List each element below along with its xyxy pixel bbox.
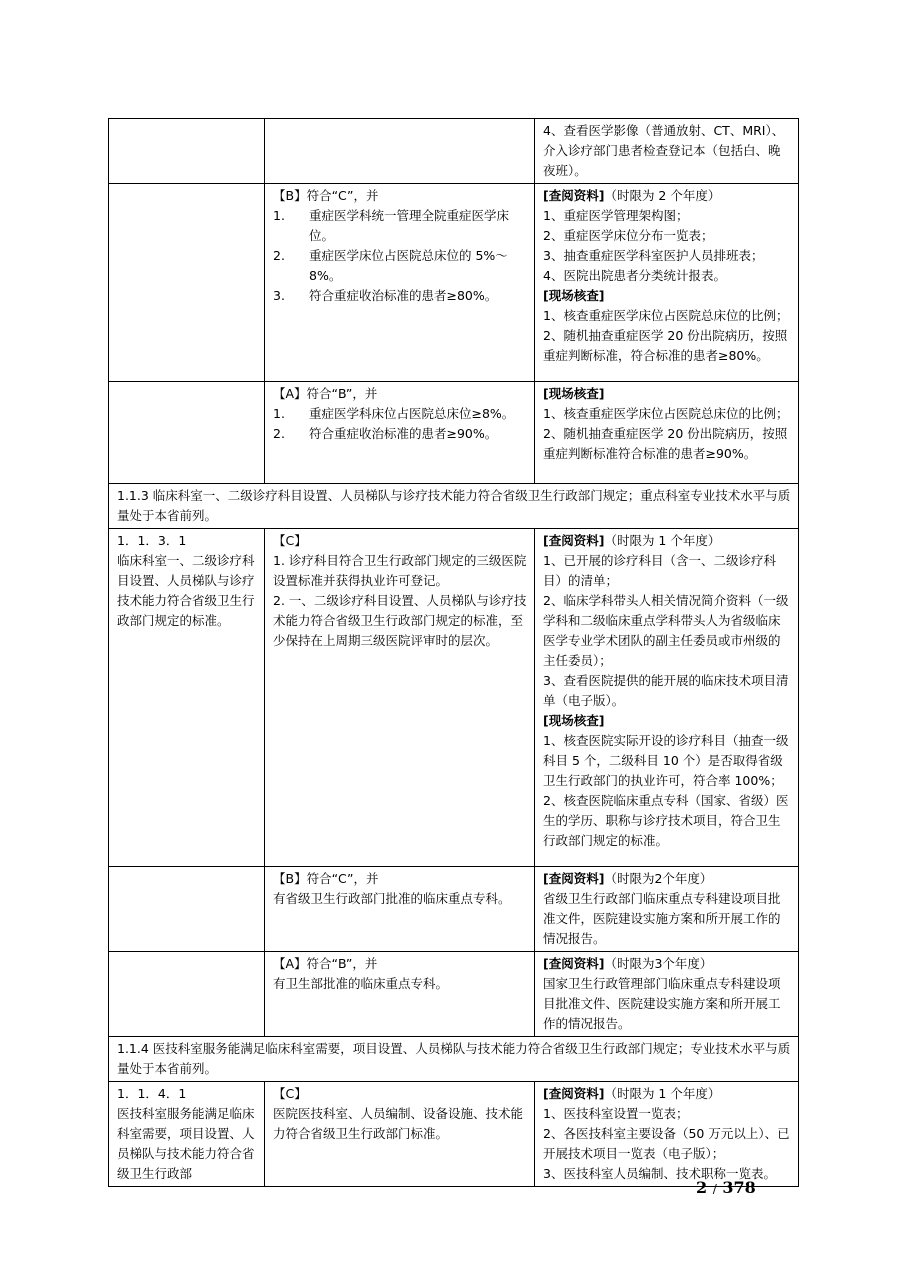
cell-item: [109, 1082, 265, 1187]
method-heading: [现场核查]: [543, 288, 605, 303]
method-line: 3、医技科室人员编制、技术职称一览表。: [543, 1166, 776, 1181]
method-heading: [查阅资料]（时限为 2 个年度）: [543, 188, 721, 203]
standard-item: 医院医技科室、人员编制、设备设施、技术能力符合省级卫生行政部门标准。: [273, 1106, 524, 1141]
total-pages: 378: [722, 1178, 756, 1197]
cell-standard: [265, 119, 535, 184]
method-line: 1、核查重症医学床位占医院总床位的比例；: [543, 406, 789, 421]
method-line: 3、抽查重症医学科室医护人员排班表；: [543, 248, 764, 263]
table-row: [109, 952, 799, 1037]
method-line: 省级卫生行政部门临床重点专科建设项目批准文件，医院建设实施方案和所开展工作的情况报告。: [543, 891, 781, 946]
standard-item: 2. 重症医学床位占医院总床位的 5%～8%。: [273, 248, 508, 283]
page-separator: /: [712, 1182, 717, 1196]
cell-item: [109, 119, 265, 184]
current-page: 2: [696, 1178, 708, 1197]
item-number: 1．1．3．1: [117, 533, 187, 548]
standard-item: 2. 一、二级诊疗科目设置、人员梯队与诊疗技术能力符合省级卫生行政部门规定的标准，至少保持在上周期三级医院评审时的层次。: [273, 593, 527, 648]
table-row: [109, 184, 799, 382]
cell-method: [535, 184, 799, 382]
table-row: [109, 1082, 799, 1187]
cell-method: [535, 529, 799, 867]
item-text: 临床科室一、二级诊疗科目设置、人员梯队与诊疗技术能力符合省级卫生行政部门规定的标准。: [117, 553, 255, 628]
method-line: 2、核查医院临床重点专科（国家、省级）医生的学历、职称与诊疗技术项目，符合卫生行政部门规定的标准。: [543, 793, 789, 848]
section-heading: 1.1.3 临床科室一、二级诊疗科目设置、人员梯队与诊疗技术能力符合省级卫生行政部门规定；重点科室专业技术水平与质量处于本省前列。: [109, 484, 799, 529]
item-number: 1．1．4．1: [117, 1086, 187, 1101]
cell-standard: [265, 529, 535, 867]
method-heading: [查阅资料]（时限为 1 个年度）: [543, 533, 721, 548]
method-line: 3、查看医院提供的能开展的临床技术项目清单（电子版）。: [543, 673, 789, 708]
cell-item: [109, 529, 265, 867]
method-line: 2、随机抽查重症医学 20 份出院病历，按照重症判断标准，符合标准的患者≥80%。: [543, 328, 788, 363]
cell-standard: [265, 184, 535, 382]
method-line: 国家卫生行政管理部门临床重点专科建设项目批准文件、医院建设实施方案和所开展工作的情况报告。: [543, 976, 781, 1031]
standard-item: 1. 重症医学科统一管理全院重症医学床位。: [273, 208, 510, 243]
section-heading: 1.1.4 医技科室服务能满足临床科室需要，项目设置、人员梯队与技术能力符合省级卫生行政部门规定；专业技术水平与质量处于本省前列。: [109, 1037, 799, 1082]
method-line: 4、查看医学影像（普通放射、CT、MRI）、介入诊疗部门患者检查登记本（包括白、晚夜班）。: [543, 123, 785, 178]
standards-table: [108, 118, 799, 1187]
cell-method: [535, 952, 799, 1037]
method-line: 4、医院出院患者分类统计报表。: [543, 268, 726, 283]
method-heading: [现场核查]: [543, 713, 605, 728]
grade-title: 【B】符合“C”，并: [273, 188, 379, 203]
method-line: 1、核查医院实际开设的诊疗科目（抽查一级科目 5 个，二级科目 10 个）是否取得省级卫生行政部门的执业许可，符合率 100%；: [543, 733, 789, 788]
grade-title: 【B】符合“C”，并: [273, 871, 379, 886]
method-heading: [现场核查]: [543, 386, 605, 401]
standard-item: 2. 符合重症收治标准的患者≥90%。: [273, 426, 498, 441]
cell-standard: [265, 952, 535, 1037]
standard-item: 1. 诊疗科目符合卫生行政部门规定的三级医院设置标准并获得执业许可登记。: [273, 553, 527, 588]
grade-title: 【A】符合“B”，并: [273, 956, 378, 971]
method-line: 1、重症医学管理架构图；: [543, 208, 689, 223]
method-heading: [查阅资料]（时限为3个年度）: [543, 956, 713, 971]
standard-item: 3. 符合重症收治标准的患者≥80%。: [273, 288, 498, 303]
method-line: 1、核查重症医学床位占医院总床位的比例；: [543, 308, 789, 323]
grade-title: 【C】: [273, 1086, 307, 1101]
cell-item: [109, 867, 265, 952]
method-heading: [查阅资料]（时限为2个年度）: [543, 871, 713, 886]
table-row: [109, 119, 799, 184]
cell-item: [109, 184, 265, 382]
method-line: 2、各医技科室主要设备（50 万元以上）、已开展技术项目一览表（电子版）；: [543, 1126, 790, 1161]
standard-item: 有省级卫生行政部门批准的临床重点专科。: [273, 891, 511, 906]
cell-standard: [265, 867, 535, 952]
method-line: 1、已开展的诊疗科目（含一、二级诊疗科目）的清单；: [543, 553, 776, 588]
method-heading: [查阅资料]（时限为 1 个年度）: [543, 1086, 721, 1101]
table-row: [109, 867, 799, 952]
cell-standard: [265, 382, 535, 484]
cell-method: [535, 1082, 799, 1187]
section-row: [109, 1037, 799, 1082]
grade-title: 【A】符合“B”，并: [273, 386, 378, 401]
grade-title: 【C】: [273, 533, 307, 548]
cell-item: [109, 952, 265, 1037]
cell-standard: [265, 1082, 535, 1187]
cell-method: [535, 867, 799, 952]
table-row: [109, 382, 799, 484]
section-row: [109, 484, 799, 529]
method-line: 2、随机抽查重症医学 20 份出院病历，按照重症判断标准符合标准的患者≥90%。: [543, 426, 788, 461]
standard-item: 1. 重症医学科床位占医院总床位≥8%。: [273, 406, 515, 421]
standard-item: 有卫生部批准的临床重点专科。: [273, 976, 449, 991]
table-row: [109, 529, 799, 867]
page-number: [696, 1178, 756, 1197]
cell-method: [535, 382, 799, 484]
cell-item: [109, 382, 265, 484]
method-line: 2、重症医学床位分布一览表；: [543, 228, 714, 243]
method-line: 2、临床学科带头人相关情况简介资料（一级学科和二级临床重点学科带头人为省级临床医学专业学术团队的副主任委员或市州级的主任委员）；: [543, 593, 789, 668]
item-text: 医技科室服务能满足临床科室需要，项目设置、人员梯队与技术能力符合省级卫生行政部: [117, 1106, 255, 1181]
cell-method: [535, 119, 799, 184]
method-line: 1、医技科室设置一览表；: [543, 1106, 689, 1121]
